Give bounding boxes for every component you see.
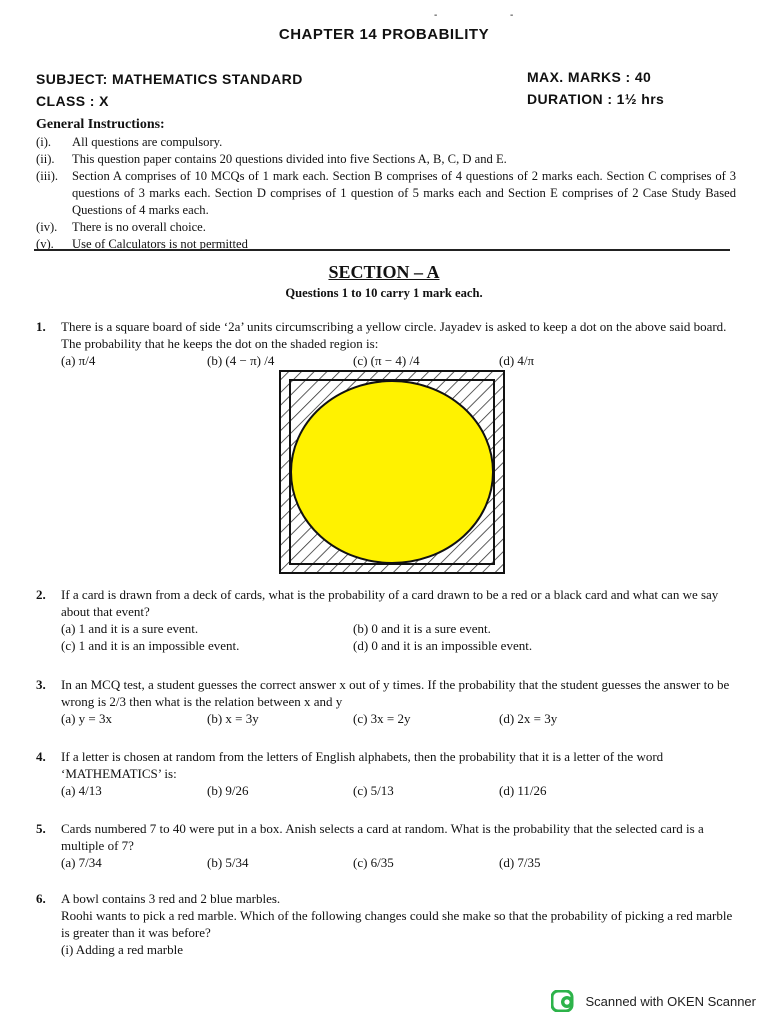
scanner-label: Scanned with OKEN Scanner [585,993,756,1009]
question-number: 3. [36,677,46,692]
scanner-watermark [551,990,756,1012]
oken-logo-icon [551,990,577,1012]
instruction-item: (ii). This question paper contains 20 questions divided into five Sections A, B, C, D and E. [36,152,507,166]
option-c: (c) 5/13 [353,783,394,798]
options [61,620,736,637]
divider [34,249,730,251]
scan-mark: - [434,10,438,21]
question-text: In an MCQ test, a student guesses the correct answer x out of y times. If the probability that the student guesses the answer to be wrong is 2/3 then what is the relation between x and y [61,677,730,709]
question-text: There is a square board of side ‘2a’ units circumscribing a yellow circle. Jayadev is asked to keep a dot on the above said board. The probability that he keeps the dot on the shaded region is: [61,319,727,351]
subject-label: SUBJECT: MATHEMATICS STANDARD [36,71,303,87]
option-b: (b) x = 3y [207,711,259,726]
option-a: (a) 4/13 [61,783,102,798]
option-b: (b) 0 and it is a sure event. [353,621,491,636]
instruction-item: (v). Use of Calculators is not permitted [36,237,248,251]
section-subtitle: Questions 1 to 10 carry 1 mark each. [285,286,483,300]
question-text: A bowl contains 3 red and 2 blue marbles. [61,891,281,906]
section-title: SECTION – A [328,262,440,282]
instructions-list [36,134,736,253]
option-d: (d) 2x = 3y [499,711,558,726]
question-number: 1. [36,319,46,334]
option-a: (a) 1 and it is a sure event. [61,621,199,636]
yellow-circle [291,381,493,563]
instruction-item: (i). All questions are compulsory. [36,135,223,149]
question-text: If a card is drawn from a deck of cards, what is the probability of a card drawn to be a red or a black card and what can we say about that event? [61,587,719,619]
question-text: Cards numbered 7 to 40 were put in a box. Anish selects a card at random. What is the probability that the selected card is a multiple of 7? [61,821,704,853]
instruction-item: (iv). There is no overall choice. [36,220,206,234]
question-number: 5. [36,821,46,836]
option-d: (d) 4/π [499,353,535,368]
options [61,854,736,871]
option-c: (c) 3x = 2y [353,711,411,726]
class-label: CLASS : X [36,93,109,109]
option-b: (b) 5/34 [207,855,249,870]
question-number: 6. [36,891,46,906]
question-number: 4. [36,749,46,764]
instruction-item: (iii). Section A comprises of 10 MCQs of 1 mark each. Section B comprises of 4 questions of 2 marks each. Section C comprises of 3 questions of 3 marks each. Section D comprises of 1 question of 5 marks each and Section E comprises of 2 Case Study Based Questions of 4 marks each. [36,169,736,217]
instructions-title: General Instructions: [36,117,165,132]
question-number: 2. [36,587,46,602]
option-i: (i) Adding a red marble [61,942,184,957]
options [61,637,736,654]
option-d: (d) 0 and it is an impossible event. [353,638,533,653]
question-5 [36,820,736,871]
option-b: (b) (4 − π) /4 [207,353,275,368]
option-c: (c) (π − 4) /4 [353,353,420,368]
question-2 [36,586,736,654]
option-c: (c) 1 and it is an impossible event. [61,638,240,653]
question-4 [36,748,736,799]
question-3 [36,676,736,727]
scan-mark: - [510,10,514,21]
option-d: (d) 11/26 [499,783,547,798]
option-c: (c) 6/35 [353,855,394,870]
options [61,710,736,727]
max-marks-label: MAX. MARKS : 40 [527,69,652,85]
question-6 [36,890,736,958]
options [61,782,736,799]
duration-label: DURATION : 1½ hrs [527,91,665,107]
option-a: (a) π/4 [61,353,96,368]
options [61,352,736,369]
question-text: Roohi wants to pick a red marble. Which of the following changes could she make so that the probability of picking a red marble is greater than it was before? [61,908,733,940]
board-figure [278,369,506,575]
chapter-title: CHAPTER 14 PROBABILITY [278,26,490,43]
option-a: (a) 7/34 [61,855,102,870]
option-a: (a) y = 3x [61,711,113,726]
option-d: (d) 7/35 [499,855,541,870]
option-b: (b) 9/26 [207,783,249,798]
question-text: If a letter is chosen at random from the letters of English alphabets, then the probability that it is a letter of the word ‘MATHEMATICS’ is: [61,749,664,781]
question-1 [36,318,736,369]
